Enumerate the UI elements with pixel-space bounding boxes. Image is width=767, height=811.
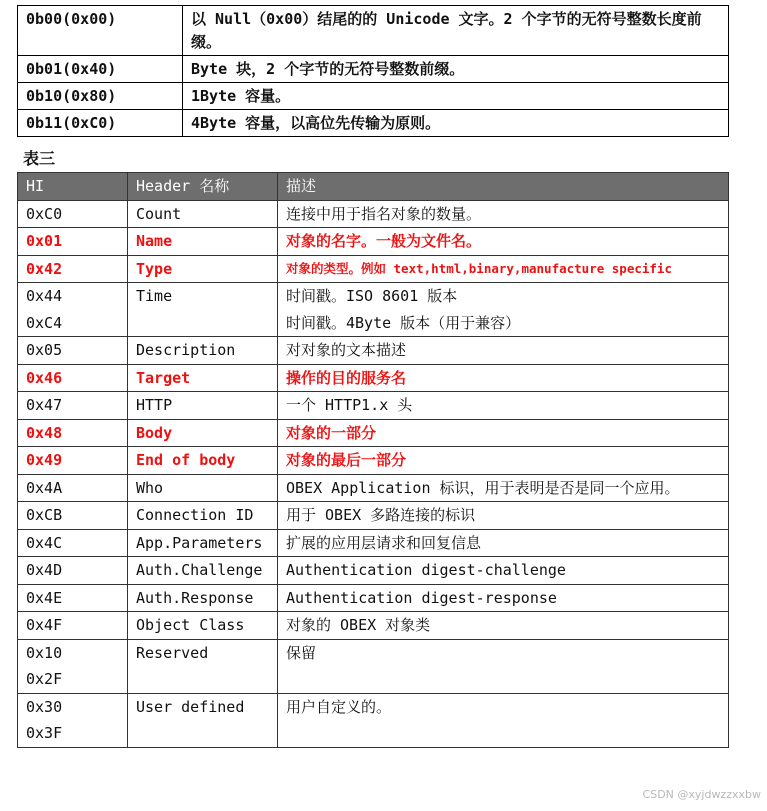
encoding-code: 0b00(0x00) xyxy=(18,6,183,56)
header-name-cell: Time xyxy=(128,283,278,337)
column-header-hi: HI xyxy=(18,173,128,201)
header-name-cell: Auth.Response xyxy=(128,584,278,612)
table-row xyxy=(18,364,729,392)
table-row xyxy=(18,474,729,502)
table-row xyxy=(18,529,729,557)
header-description-cell: 对象的一部分 xyxy=(278,419,729,447)
header-description-cell: 操作的目的服务名 xyxy=(278,364,729,392)
header-description-cell: 扩展的应用层请求和回复信息 xyxy=(278,529,729,557)
header-description-cell: 用于 OBEX 多路连接的标识 xyxy=(278,502,729,530)
header-id-cell: 0x4F xyxy=(18,612,128,640)
header-row xyxy=(18,173,729,201)
table-row xyxy=(18,337,729,365)
table-row xyxy=(18,557,729,585)
header-id-cell: 0x05 xyxy=(18,337,128,365)
header-description-cell: 对对象的文本描述 xyxy=(278,337,729,365)
header-id-cell: 0x49 xyxy=(18,447,128,475)
table-row xyxy=(18,283,729,337)
encoding-description: Byte 块，2 个字节的无符号整数前缀。 xyxy=(183,56,729,83)
header-description-cell: 对象的类型。例如 text,html,binary,manufacture specific xyxy=(278,255,729,283)
encoding-description: 4Byte 容量，以高位先传输为原则。 xyxy=(183,110,729,137)
header-id-cell: 0x47 xyxy=(18,392,128,420)
table-row xyxy=(18,200,729,228)
table-row xyxy=(18,110,729,137)
column-header-name: Header 名称 xyxy=(128,173,278,201)
table-row xyxy=(18,447,729,475)
header-description-cell: OBEX Application 标识，用于表明是否是同一个应用。 xyxy=(278,474,729,502)
header-name-cell: Type xyxy=(128,255,278,283)
header-id-cell: 0x10 0x2F xyxy=(18,639,128,693)
table-row xyxy=(18,584,729,612)
encoding-description: 以 Null（0x00）结尾的的 Unicode 文字。2 个字节的无符号整数长度前缀。 xyxy=(183,6,729,56)
table-row xyxy=(18,612,729,640)
header-name-cell: Connection ID xyxy=(128,502,278,530)
encoding-description: 1Byte 容量。 xyxy=(183,83,729,110)
table-row xyxy=(18,392,729,420)
header-id-cell: 0x42 xyxy=(18,255,128,283)
table-row xyxy=(18,419,729,447)
header-name-cell: User defined xyxy=(128,693,278,747)
header-name-cell: Name xyxy=(128,228,278,256)
header-id-cell: 0x4A xyxy=(18,474,128,502)
header-description-cell: 保留 xyxy=(278,639,729,693)
header-table xyxy=(17,172,729,748)
header-name-cell: End of body xyxy=(128,447,278,475)
encoding-code: 0b01(0x40) xyxy=(18,56,183,83)
header-name-cell: Body xyxy=(128,419,278,447)
header-description-cell: 用户自定义的。 xyxy=(278,693,729,747)
header-name-cell: Auth.Challenge xyxy=(128,557,278,585)
header-description-cell: 一个 HTTP1.x 头 xyxy=(278,392,729,420)
table-row xyxy=(18,83,729,110)
header-description-cell: Authentication digest-response xyxy=(278,584,729,612)
header-description-cell: Authentication digest-challenge xyxy=(278,557,729,585)
table-row xyxy=(18,502,729,530)
header-id-cell: 0xC0 xyxy=(18,200,128,228)
table-row xyxy=(18,639,729,693)
header-id-cell: 0x46 xyxy=(18,364,128,392)
header-name-cell: Count xyxy=(128,200,278,228)
header-id-cell: 0xCB xyxy=(18,502,128,530)
header-description-cell: 连接中用于指名对象的数量。 xyxy=(278,200,729,228)
table-row xyxy=(18,6,729,56)
header-id-cell: 0x48 xyxy=(18,419,128,447)
header-name-cell: Object Class xyxy=(128,612,278,640)
header-description-cell: 对象的 OBEX 对象类 xyxy=(278,612,729,640)
header-id-cell: 0x30 0x3F xyxy=(18,693,128,747)
header-id-cell: 0x01 xyxy=(18,228,128,256)
header-id-cell: 0x4C xyxy=(18,529,128,557)
header-description-cell: 对象的最后一部分 xyxy=(278,447,729,475)
watermark: CSDN @xyjdwzzxxbw xyxy=(642,788,761,801)
header-name-cell: Target xyxy=(128,364,278,392)
table-row xyxy=(18,56,729,83)
header-name-cell: Reserved xyxy=(128,639,278,693)
column-header-desc: 描述 xyxy=(278,173,729,201)
header-id-cell: 0x4E xyxy=(18,584,128,612)
header-name-cell: HTTP xyxy=(128,392,278,420)
header-description-cell: 对象的名字。一般为文件名。 xyxy=(278,228,729,256)
table-row xyxy=(18,228,729,256)
header-description-cell: 时间戳。ISO 8601 版本 时间戳。4Byte 版本（用于兼容） xyxy=(278,283,729,337)
table-caption: 表三 xyxy=(23,149,56,168)
encoding-table xyxy=(17,5,729,137)
header-name-cell: Who xyxy=(128,474,278,502)
table-row xyxy=(18,255,729,283)
encoding-code: 0b11(0xC0) xyxy=(18,110,183,137)
header-id-cell: 0x44 0xC4 xyxy=(18,283,128,337)
header-id-cell: 0x4D xyxy=(18,557,128,585)
table-row xyxy=(18,693,729,747)
header-name-cell: App.Parameters xyxy=(128,529,278,557)
encoding-code: 0b10(0x80) xyxy=(18,83,183,110)
header-name-cell: Description xyxy=(128,337,278,365)
